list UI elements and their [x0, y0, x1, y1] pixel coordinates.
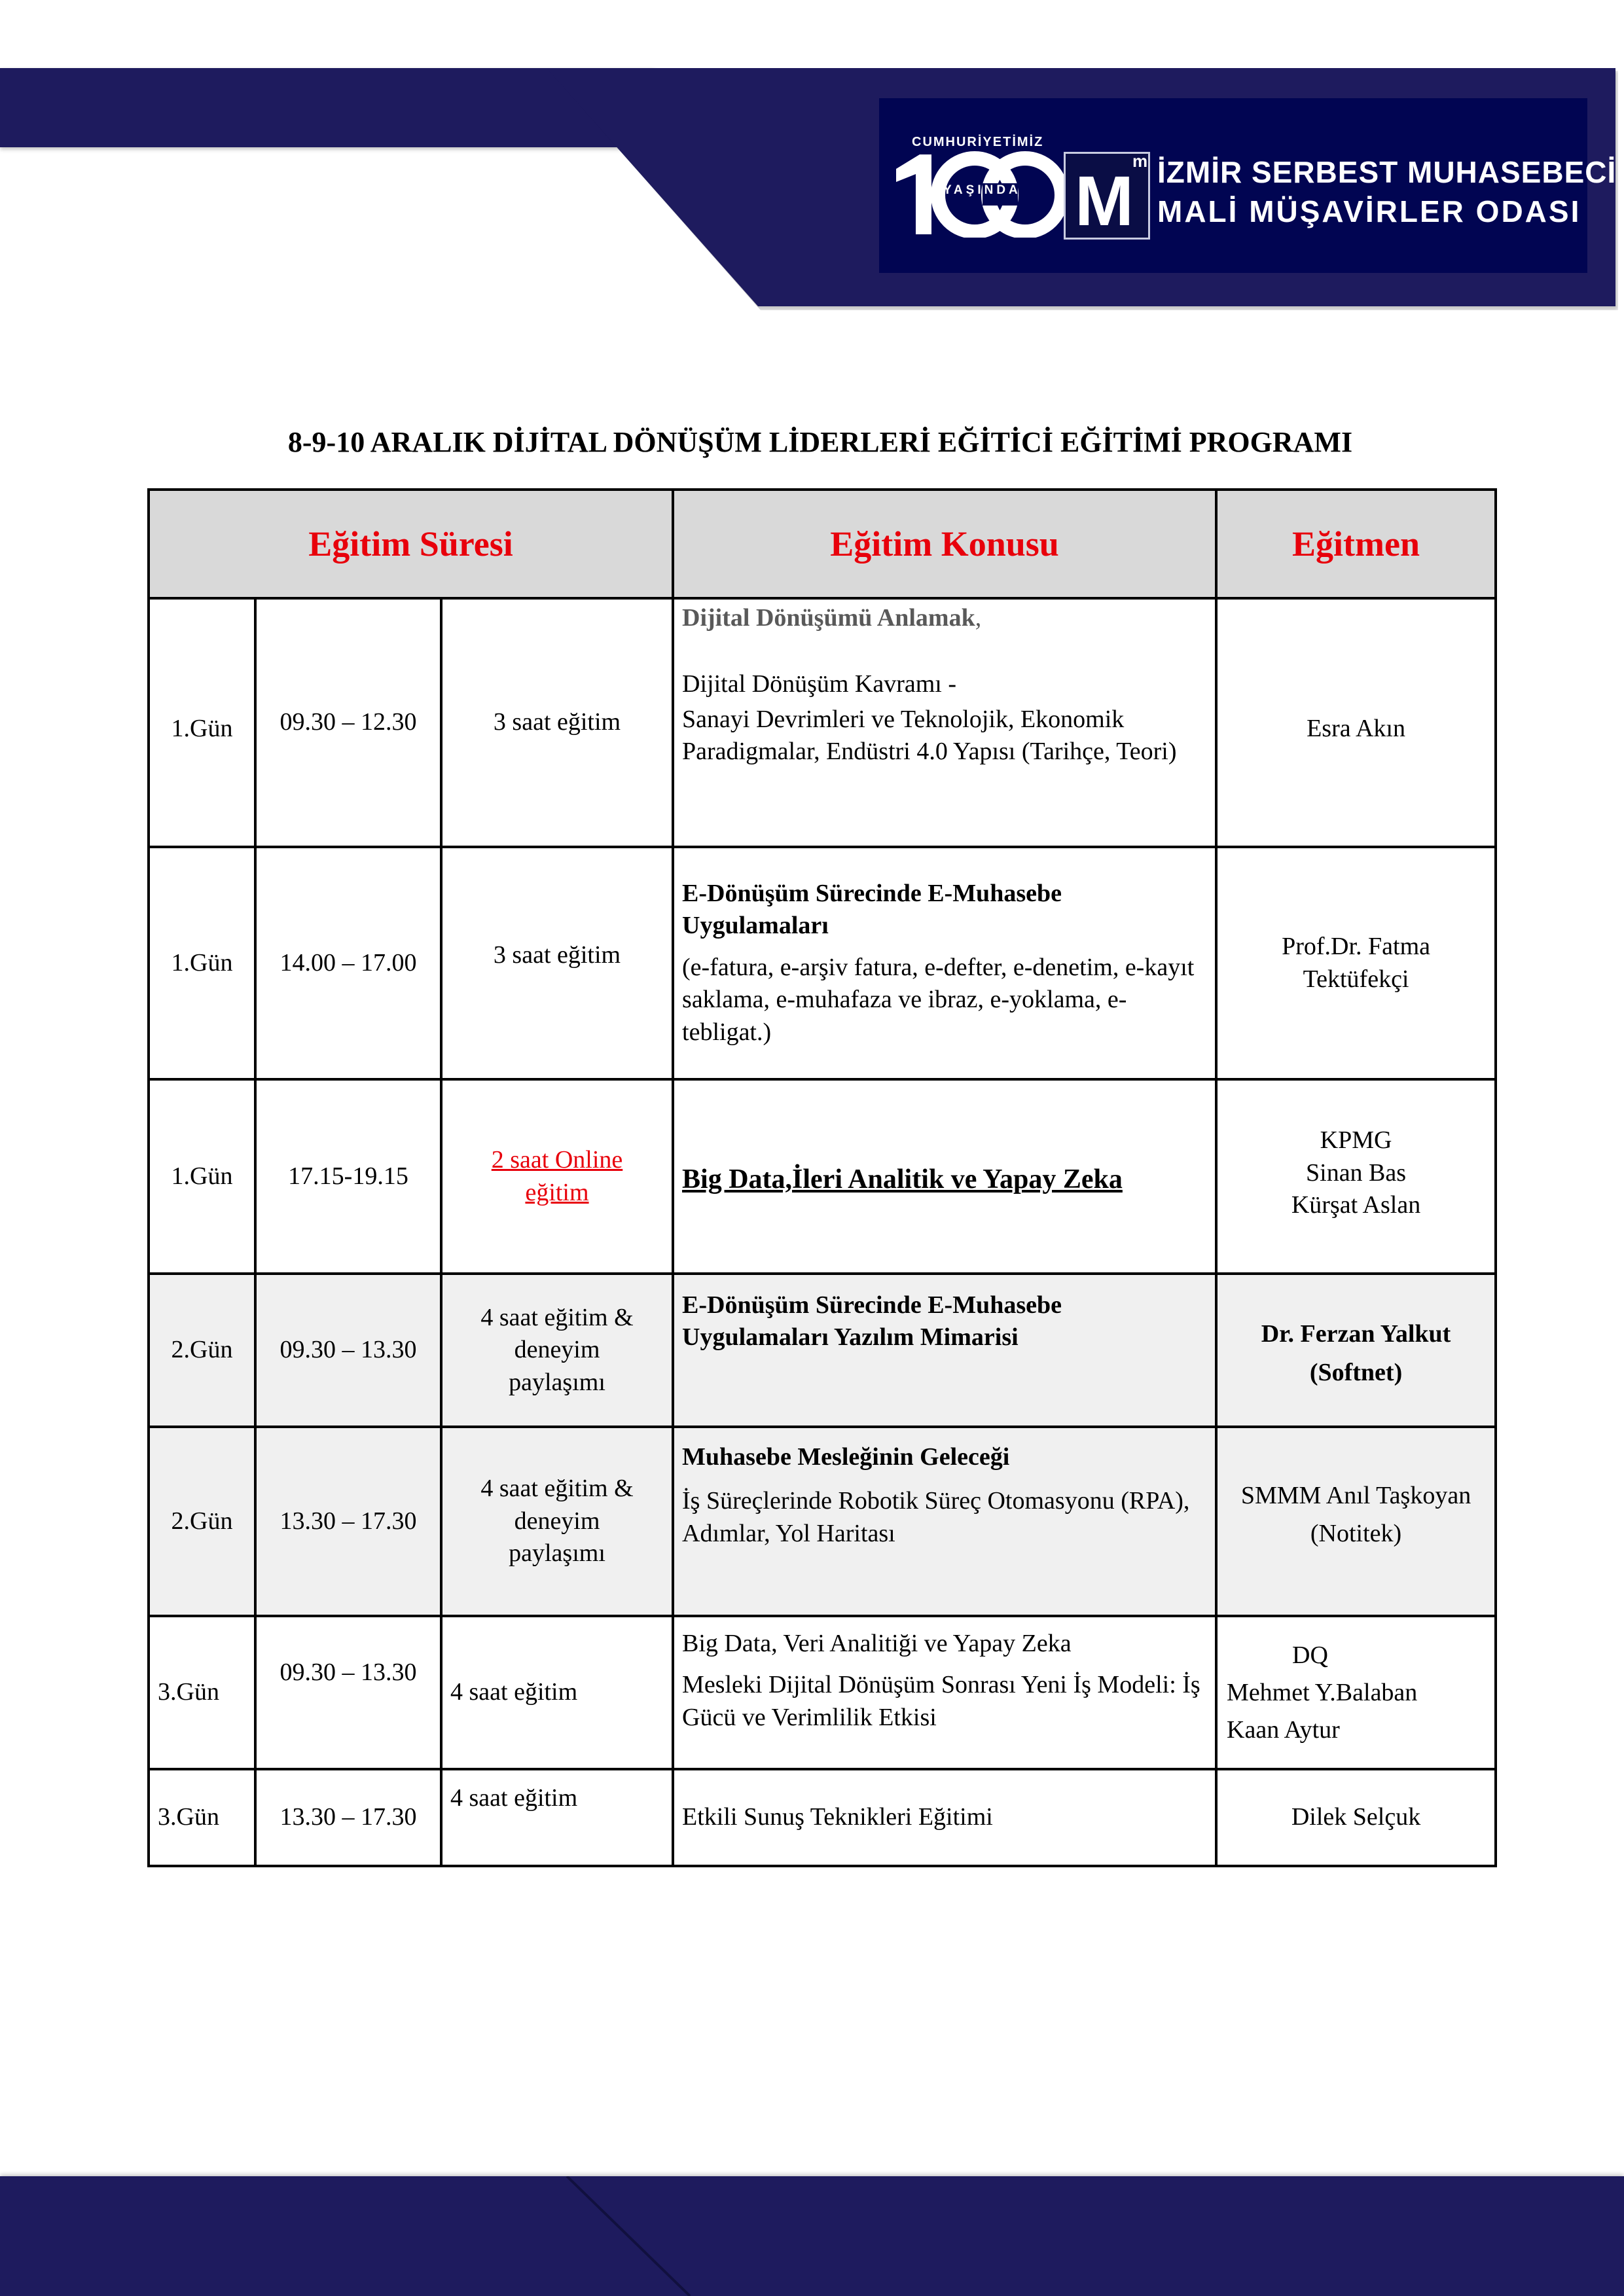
cell-duration — [441, 1427, 673, 1616]
header-topic: Eğitim Konusu — [673, 490, 1216, 598]
cell-trainer — [1216, 847, 1496, 1079]
cell-topic — [673, 1274, 1216, 1427]
table-row — [149, 598, 1496, 847]
duration-line: paylaşımı — [509, 1368, 605, 1396]
trainer-name: DQ — [1292, 1641, 1328, 1669]
logo-yasinda-text: YAŞINDA — [943, 183, 1021, 197]
cell-day: 1.Gün — [149, 598, 255, 847]
topic-detail: (e-fatura, e-arşiv fatura, e-defter, e-denetim, e-kayıt saklama, e-muhafaza ve ibraz, e-yoklama, e-tebligat.) — [682, 953, 1195, 1046]
table-header-row — [149, 490, 1496, 598]
cell-time: 09.30 – 12.30 — [255, 598, 441, 847]
cell-topic — [673, 598, 1216, 847]
cell-duration: 4 saat eğitim — [441, 1616, 673, 1769]
organization-logo — [879, 98, 1617, 273]
cell-trainer — [1216, 1274, 1496, 1427]
cell-trainer — [1216, 598, 1496, 847]
topic-heading: E-Dönüşüm Sürecinde E-Muhasebe Uygulamaları — [682, 880, 1062, 940]
trainer-org: (Softnet) — [1309, 1359, 1403, 1386]
table-row — [149, 1079, 1496, 1274]
duration-line: deneyim — [514, 1507, 600, 1535]
logo-m-emblem — [1064, 152, 1150, 240]
cell-day: 2.Gün — [149, 1427, 255, 1616]
footer-band — [0, 2176, 1624, 2296]
cell-time: 14.00 – 17.00 — [255, 847, 441, 1079]
cell-topic — [673, 1079, 1216, 1274]
cell-time: 13.30 – 17.30 — [255, 1427, 441, 1616]
table-row — [149, 1769, 1496, 1866]
trainer-name: Dr. Ferzan Yalkut — [1261, 1319, 1451, 1348]
table-row — [149, 1427, 1496, 1616]
cell-time: 13.30 – 17.30 — [255, 1769, 441, 1866]
online-duration-link[interactable]: eğitim — [525, 1178, 589, 1206]
duration-line: 4 saat eğitim & — [480, 1475, 634, 1503]
trainer-name: Mehmet Y.Balaban — [1227, 1678, 1418, 1706]
header-band-left — [0, 68, 655, 147]
trainer-name: Dilek Selçuk — [1291, 1803, 1421, 1831]
cell-trainer — [1216, 1769, 1496, 1866]
topic-heading: E-Dönüşüm Sürecinde E-Muhasebe Uygulamaları Yazılım Mimarisi — [682, 1291, 1062, 1352]
header-duration: Eğitim Süresi — [149, 490, 673, 598]
cell-duration: 3 saat eğitim — [441, 598, 673, 847]
topic-heading: Muhasebe Mesleğinin Geleceği — [682, 1443, 1010, 1471]
cell-topic — [673, 1616, 1216, 1769]
topic-heading: Dijital Dönüşümü Anlamak — [682, 604, 975, 632]
trainer-name: Tektüfekçi — [1303, 965, 1409, 993]
online-duration-link[interactable]: 2 saat Online — [491, 1146, 623, 1174]
topic-line: Big Data, Veri Analitiği ve Yapay Zeka — [682, 1630, 1072, 1657]
trainer-name: Kaan Aytur — [1227, 1715, 1340, 1744]
header-trainer: Eğitmen — [1216, 490, 1496, 598]
trainer-name: Kürşat Aslan — [1291, 1191, 1421, 1219]
cell-duration: 3 saat eğitim — [441, 847, 673, 1079]
document-title: 8-9-10 ARALIK DİJİTAL DÖNÜŞÜM LİDERLERİ EĞİTİCİ EĞİTİMİ PROGRAMI — [287, 426, 1353, 458]
topic-line: Sanayi Devrimleri ve Teknolojik, Ekonomik Paradigmalar, Endüstri 4.0 Yapısı (Tarihçe, Teori) — [682, 705, 1177, 766]
topic-heading: Big Data,İleri Analitik ve Yapay Zeka — [682, 1164, 1123, 1195]
duration-line: 4 saat eğitim & — [480, 1303, 634, 1331]
table-row — [149, 1616, 1496, 1769]
trainer-name: Esra Akın — [1307, 715, 1405, 743]
topic-line: Dijital Dönüşüm Kavramı - — [682, 670, 957, 698]
logo-org-line2: MALİ MÜŞAVİRLER ODASI — [1157, 194, 1581, 228]
cell-topic — [673, 1769, 1216, 1866]
trainer-name: SMMM Anıl Taşkoyan — [1240, 1482, 1471, 1510]
logo-m-superscript: m — [1132, 151, 1148, 171]
cell-duration — [441, 1079, 673, 1274]
program-table — [147, 488, 1497, 1867]
cell-day: 1.Gün — [149, 847, 255, 1079]
trainer-org: (Notitek) — [1310, 1519, 1402, 1547]
cell-topic — [673, 847, 1216, 1079]
cell-day: 1.Gün — [149, 1079, 255, 1274]
logo-org-line1: İZMİR SERBEST MUHASEBECİ — [1157, 155, 1617, 189]
table-row — [149, 1274, 1496, 1427]
cell-day: 3.Gün — [149, 1769, 255, 1866]
cell-trainer — [1216, 1427, 1496, 1616]
duration-line: deneyim — [514, 1336, 600, 1364]
cell-duration — [441, 1274, 673, 1427]
topic-line: Mesleki Dijital Dönüşüm Sonrası Yeni İş Modeli: İş Gücü ve Verimlilik Etkisi — [682, 1671, 1200, 1731]
cell-duration: 4 saat eğitim — [441, 1769, 673, 1866]
logo-cumhuriyet-text: CUMHURİYETİMİZ — [912, 135, 1044, 149]
cell-time: 17.15-19.15 — [255, 1079, 441, 1274]
footer-diagonal-accent — [0, 2176, 1624, 2296]
topic-detail: İş Süreçlerinde Robotik Süreç Otomasyonu (RPA), Adımlar, Yol Haritası — [682, 1487, 1190, 1547]
topic-heading-suffix: , — [975, 604, 982, 632]
cell-trainer — [1216, 1616, 1496, 1769]
cell-time: 09.30 – 13.30 — [255, 1274, 441, 1427]
cell-time: 09.30 – 13.30 — [255, 1616, 441, 1769]
logo-m-letter: M — [1075, 161, 1134, 240]
trainer-name: KPMG — [1320, 1126, 1392, 1155]
table-row — [149, 847, 1496, 1079]
cell-topic — [673, 1427, 1216, 1616]
cell-day: 3.Gün — [149, 1616, 255, 1769]
trainer-name: Sinan Bas — [1306, 1158, 1407, 1187]
topic-line: Etkili Sunuş Teknikleri Eğitimi — [682, 1803, 993, 1831]
trainer-name: Prof.Dr. Fatma — [1282, 933, 1430, 961]
duration-line: paylaşımı — [509, 1539, 605, 1568]
cell-day: 2.Gün — [149, 1274, 255, 1427]
cell-trainer — [1216, 1079, 1496, 1274]
